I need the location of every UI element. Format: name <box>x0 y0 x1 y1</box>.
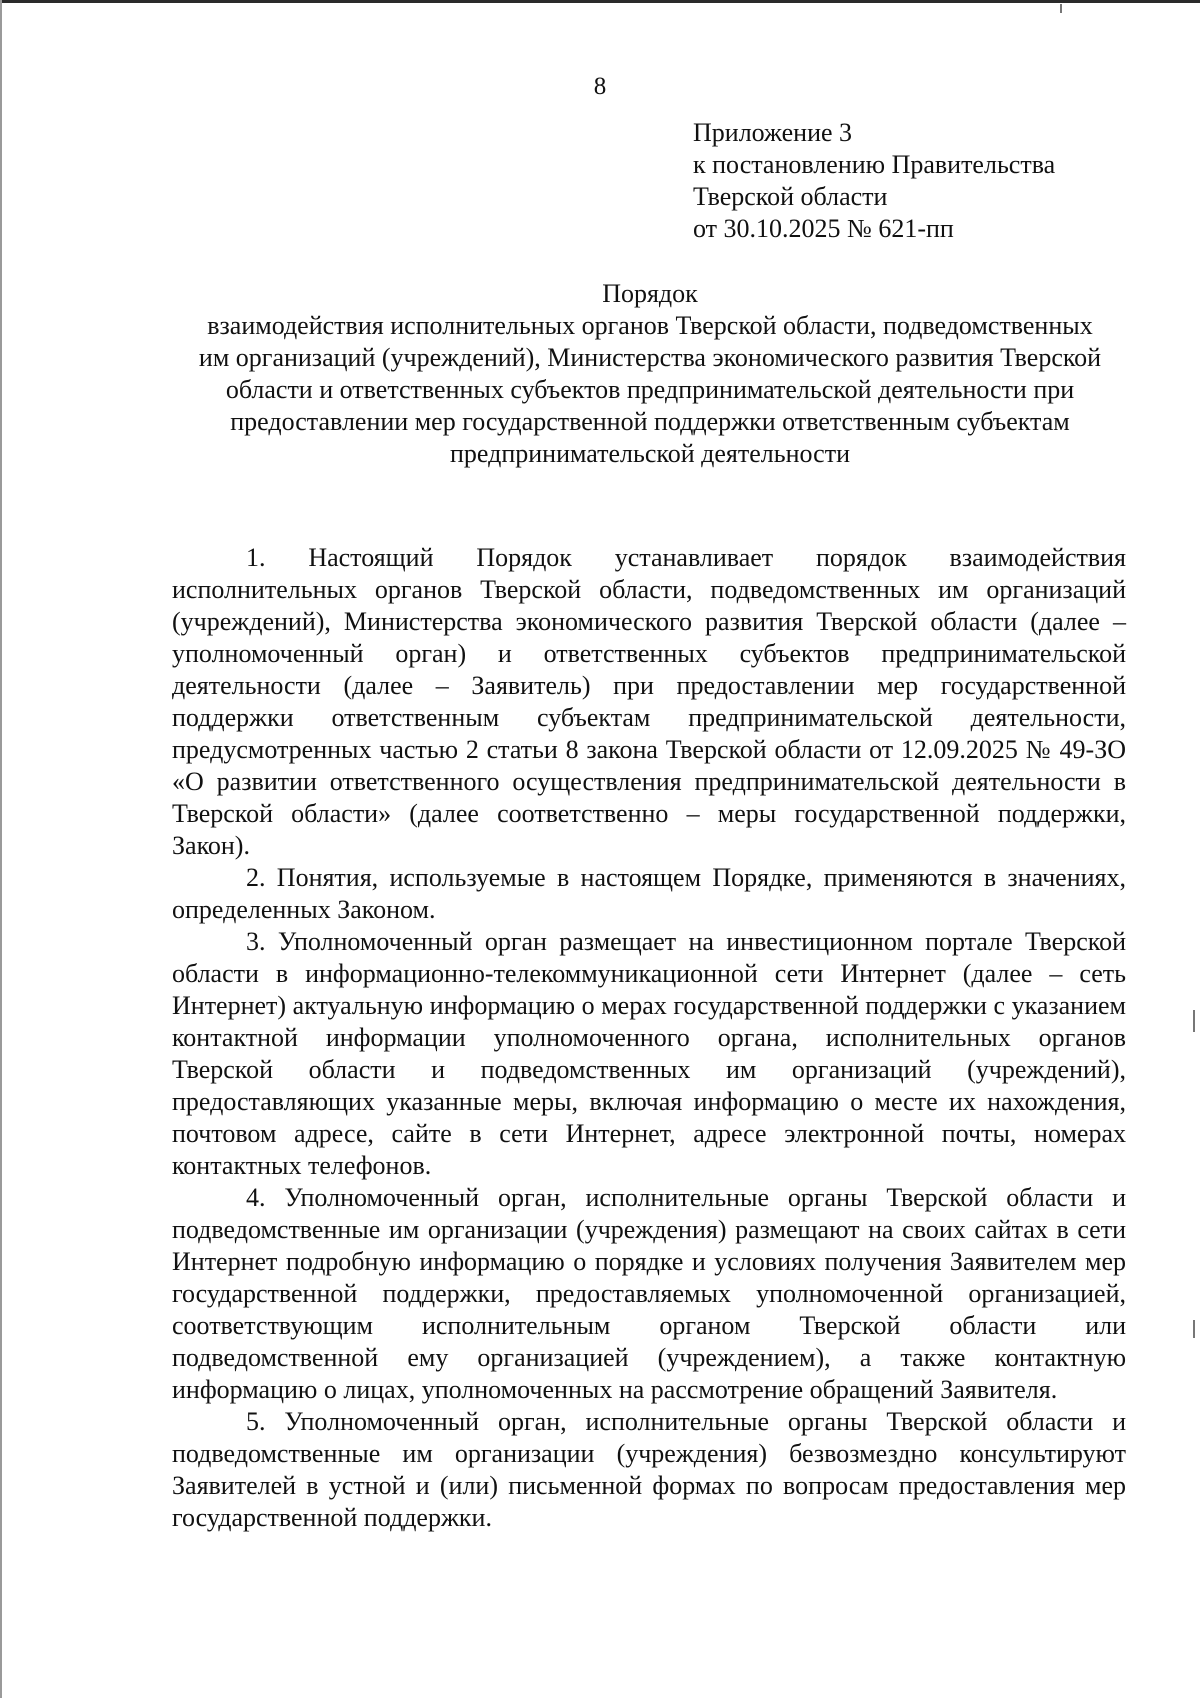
scan-speck <box>1193 1320 1195 1338</box>
scan-speck <box>1193 1010 1195 1032</box>
appendix-line: к постановлению Правительства <box>693 150 1056 179</box>
paragraph: 3. Уполномоченный орган размещает на инвестиционном портале Тверской области в информационно-телекоммуникационной сети Интернет (далее – сеть Интернет) актуальную информацию о мерах государственной поддержки с указанием контактной информации уполномоченного органа, исполнительных органов Тверской области и подведомственных им организаций (учреждений), предоставляющих указанные меры, включая информацию о месте их нахождения, почтовом адресе, сайте в сети Интернет, адресе электронной почты, номерах контактных телефонов. <box>172 927 1126 1180</box>
appendix-line: Тверской области <box>693 182 888 211</box>
paragraph: 4. Уполномоченный орган, исполнительные органы Тверской области и подведомственные им организации (учреждения) размещают на своих сайтах в сети Интернет подробную информацию о порядке и условиях получения Заявителем мер государственной поддержки, предоставляемых уполномоченной организацией, соответствующим исполнительным органом Тверской области или подведомственной ему организацией (учреждением), а также контактную информацию о лицах, уполномоченных на рассмотрение обращений Заявителя. <box>172 1183 1126 1404</box>
scan-edge-top <box>0 0 1200 3</box>
appendix-line: Приложение 3 <box>693 118 853 147</box>
document-subtitle: взаимодействия исполнительных органов Тверской области, подведомственных им организаций (учреждений), Министерства экономического развития Тверской области и ответственных субъектов предпринимательской деятельности при предоставлении мер государственной поддержки ответственным субъектам предпринимательской деятельности <box>198 311 1102 468</box>
paragraph: 2. Понятия, используемые в настоящем Порядке, применяются в значениях, определенных Законом. <box>172 863 1126 924</box>
paragraph: 5. Уполномоченный орган, исполнительные органы Тверской области и подведомственные им организации (учреждения) безвозмездно консультируют Заявителей в устной и (или) письменной формах по вопросам предоставления мер государственной поддержки. <box>172 1407 1126 1532</box>
paragraph: 1. Настоящий Порядок устанавливает порядок взаимодействия исполнительных органов Тверской области, подведомственных им организаций (учреждений), Министерства экономического развития Тверской области (далее – уполномоченный орган) и ответственных субъектов предпринимательской деятельности (далее – Заявитель) при предоставлении мер государственной поддержки ответственным субъектам предпринимательской деятельности, предусмотренных частью 2 статьи 8 закона Тверской области от 12.09.2025 № 49-ЗО «О развитии ответственного осуществления предпринимательской деятельности в Тверской области» (далее соответственно – меры государственной поддержки, Закон). <box>172 543 1126 860</box>
document-title: Порядок <box>602 279 698 308</box>
appendix-line: от 30.10.2025 № 621-пп <box>693 214 954 243</box>
scan-edge-left <box>0 0 2 1698</box>
scan-speck <box>1060 4 1062 13</box>
page-number: 8 <box>593 73 607 100</box>
document-body <box>172 542 1126 1534</box>
appendix-block <box>693 117 1055 245</box>
